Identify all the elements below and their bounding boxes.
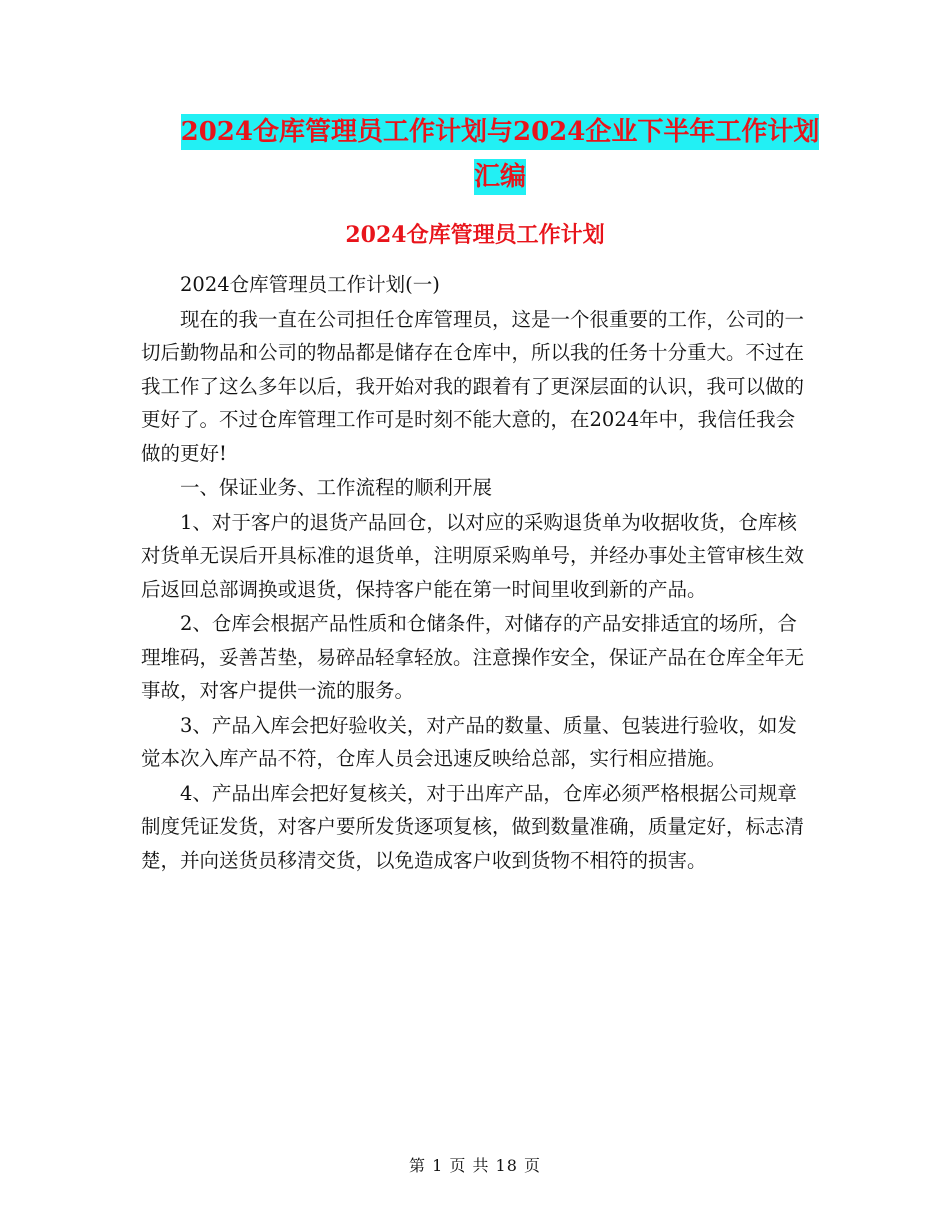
paragraph: 2024仓库管理员工作计划(一) [180, 273, 440, 296]
paragraph: 2、仓库会根据产品性质和仓储条件，对储存的产品安排适宜的场所，合理堆码，妥善苫垫，易碎品轻拿轻放。注意操作安全，保证产品在仓库全年无事故，对客户提供一流的服务。 [141, 612, 805, 702]
page-footer: 第 1 页 共 18 页 [409, 1156, 541, 1175]
document-title-line2: 汇编 [474, 159, 526, 195]
paragraph: 4、产品出库会把好复核关，对于出库产品，仓库必须严格根据公司规章制度凭证发货，对客户要所发货逐项复核，做到数量准确，质量定好，标志清楚，并向送货员移清交货，以免造成客户收到货物不相符的损害。 [141, 781, 805, 872]
paragraph: 现在的我一直在公司担任仓库管理员，这是一个很重要的工作，公司的一切后勤物品和公司的物品都是储存在仓库中，所以我的任务十分重大。不过在我工作了这么多年以后，我开始对我的跟着有了更深层面的认识，我可以做的更好了。不过仓库管理工作可是时刻不能大意的，在2024年中，我信任我会做的更好! [141, 307, 805, 465]
paragraph: 一、保证业务、工作流程的顺利开展 [180, 476, 493, 499]
document-title [140, 110, 860, 200]
section-title: 2024仓库管理员工作计划 [345, 222, 605, 248]
document-title-line1: 2024仓库管理员工作计划与2024企业下半年工作计划 [181, 114, 820, 150]
document-body [141, 268, 813, 878]
paragraph: 3、产品入库会把好验收关，对产品的数量、质量、包装进行验收，如发觉本次入库产品不符，仓库人员会迅速反映给总部，实行相应措施。 [141, 713, 797, 770]
paragraph: 1、对于客户的退货产品回仓，以对应的采购退货单为收据收货，仓库核对货单无误后开具标准的退货单，注明原采购单号，并经办事处主管审核生效后返回总部调换或退货，保持客户能在第一时间里收到新的产品。 [141, 510, 805, 601]
